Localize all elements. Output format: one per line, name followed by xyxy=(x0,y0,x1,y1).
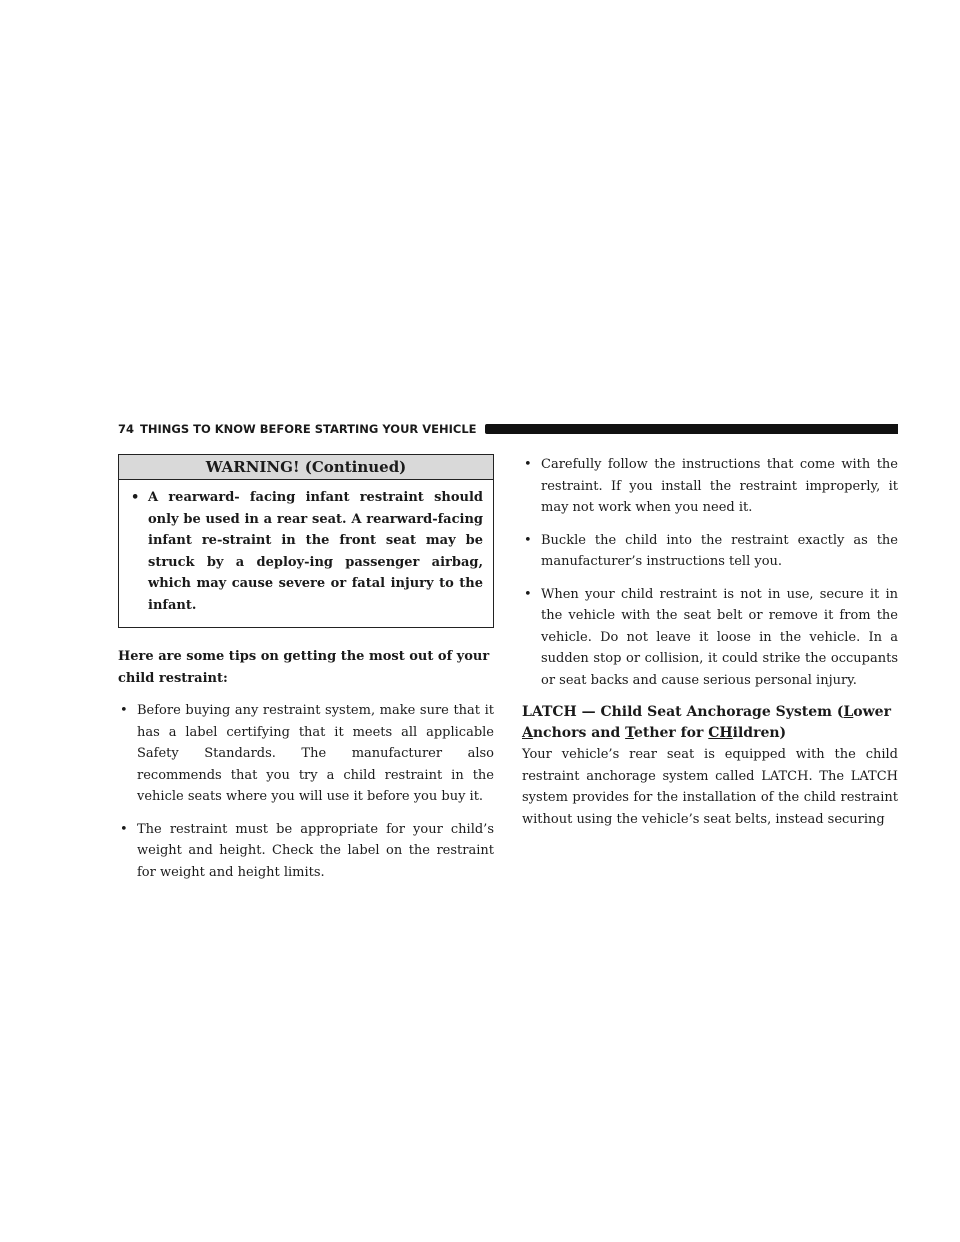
warning-item-text: A rearward- facing infant restraint should only be used in a rear seat. A rearward-facing infant re-straint in the front seat may be struck by a deploy-ing passenger airbag, which may cause severe or fatal injury to the infant. xyxy=(148,490,483,613)
latch-heading: LATCH — Child Seat Anchorage System (Lower Anchors and Tether for CHildren) xyxy=(522,704,891,741)
bullet-icon: • xyxy=(524,532,532,548)
bullet-icon: • xyxy=(120,703,128,718)
list-item-text: Before buying any restraint system, make sure that it has a label certifying that it meets all applicable Safety Standards. The manufacturer also recommends that you try a child restraint in the vehicle seats where you will use it before you buy it. xyxy=(137,703,494,804)
list-item-text: Carefully follow the instructions that come with the restraint. If you install the restraint improperly, it may not work when you need it. xyxy=(541,457,898,515)
bullet-icon: • xyxy=(131,490,140,505)
list-item-text: Buckle the child into the restraint exactly as the manufacturer’s instructions tell you. xyxy=(541,532,898,569)
bullet-icon: • xyxy=(120,821,128,837)
list-item xyxy=(522,454,898,519)
warning-item xyxy=(129,487,483,616)
latch-paragraph: Your vehicle’s rear seat is equipped with the child restraint anchorage system called LATCH. The LATCH system provides for the installation of the child restraint without using the vehicle’s seat belts, instead securing xyxy=(522,747,898,827)
left-column xyxy=(118,454,494,894)
warning-box xyxy=(118,454,494,628)
page-header xyxy=(118,421,898,437)
warning-title: WARNING! (Continued) xyxy=(119,455,493,480)
list-item xyxy=(118,700,494,808)
list-item xyxy=(522,530,898,573)
list-item-text: When your child restraint is not in use, secure it in the vehicle with the seat belt or remove it from the vehicle. Do not leave it loose in the vehicle. In a sudden stop or collision, it could strike the occupants or seat backs and cause serious personal injury. xyxy=(541,586,898,688)
bullet-icon: • xyxy=(524,457,532,472)
right-column xyxy=(522,454,898,830)
bullet-icon: • xyxy=(524,586,532,602)
page-number: 74 xyxy=(118,422,135,436)
list-item xyxy=(118,819,494,884)
list-item xyxy=(522,584,898,692)
list-item-text: The restraint must be appropriate for your child’s weight and height. Check the label on the restraint for weight and height limits. xyxy=(137,821,494,880)
warning-body xyxy=(119,480,493,627)
section-title: THINGS TO KNOW BEFORE STARTING YOUR VEHICLE xyxy=(140,422,477,436)
tips-intro: Here are some tips on getting the most out of your child restraint: xyxy=(118,649,490,686)
header-rule xyxy=(485,424,898,434)
